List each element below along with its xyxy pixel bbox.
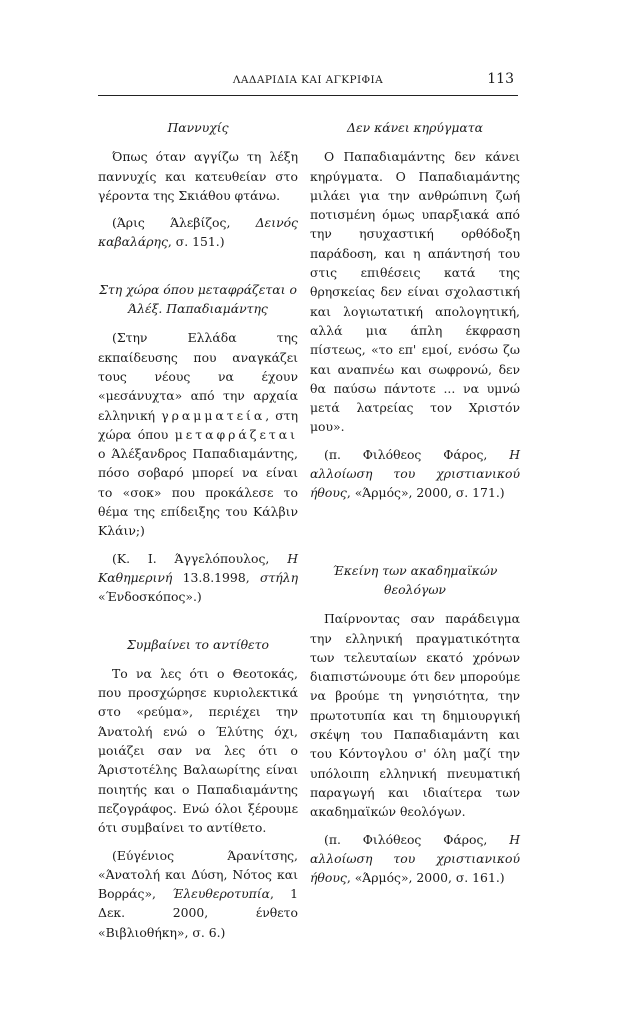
body-spaced-text: μεταφράζεται [174, 426, 298, 442]
source-text: 13.8.1998, [172, 569, 260, 585]
section-body: Ο Παπαδιαμάντης δεν κάνει κηρύγματα. Ο Παπαδιαμάντης μιλάει για την ανθρώπινη ζωή ποτισμένη όμως υπαρξιακά από την ησυχαστική ορθόδοξη παράδοση, και η απάντησή του στις επιθέσεις κατά της θρησκείας δεν είναι σχολαστική και λογιωτατική απολογητική, αλλά μια άπλη έκφραση πίστεως, «το επ' εμοί, ενόσω ζω και αναπνέω και σωφρονώ, δεν θα παύσω πάντοτε ... να υμνώ μετά λατρείας τον Χριστόν μου». [310, 149, 520, 435]
section-title: Συμβαίνει το αντίθετο [126, 636, 269, 652]
section-title: Παννυχίς [167, 120, 229, 135]
source-text: (π. Φιλόθεος Φάρος, [324, 446, 510, 462]
body-spaced-text: γραμματεία [161, 407, 266, 423]
section-body [98, 328, 298, 540]
section-source [98, 549, 298, 607]
section-body: Όπως όταν αγγίζω τη λέξη παννυχίς και κατευθείαν στο γέροντα της Σκιάθου φτάνω. [98, 149, 298, 203]
page-header [98, 70, 518, 92]
section-opposite [98, 635, 298, 942]
source-text: , «Άρμός», 2000, σ. 161.) [346, 870, 505, 886]
source-title: Η αλλοίωση του χριστιανικού ήθους [310, 831, 520, 886]
source-column: στήλη [259, 569, 298, 585]
source-title: Δεινός καβαλάρης [98, 215, 298, 250]
source-text: (Εύγένιος Άρανίτσης, «Άνατολή και Δύση, Νότος και Βορράς», [98, 847, 298, 902]
source-text: (π. Φιλόθεος Φάρος, [324, 831, 510, 847]
section-source [310, 445, 520, 503]
source-text: «Ένδοσκόπος».) [98, 589, 202, 605]
source-title: Έλευθεροτυπία [172, 886, 270, 902]
section-academic-theologians [310, 561, 520, 888]
source-text: , 1 Δεκ. 2000, ένθετο «Βιβλιοθήκη», σ. 6.) [98, 886, 298, 940]
source-text: , «Άρμός», 2000, σ. 171.) [346, 485, 505, 501]
source-text: , σ. 151.) [167, 234, 225, 250]
section-body: Το να λες ότι ο Θεοτοκάς, που προσχώρησε κυριολεκτικά στο «ρεύμα», περιέχει την Άνατολή ενώ ο Έλύτης όχι, μοιάζει σαν να λες ότι ο Άριστοτέλης Βαλαωρίτης είναι ποιητής και ο Παπαδιαμάντης πεζογράφος. Ενώ όλοι ξέρουμε ότι συμβαίνει το αντίθετο. [98, 665, 298, 836]
right-column [298, 118, 520, 887]
section-pannychis [98, 118, 298, 252]
source-title: Η αλλοίωση του χριστιανικού ήθους [310, 446, 520, 501]
section-title: Έκείνη των ακαδημαϊκών θεολόγων [332, 562, 498, 597]
section-translation [98, 280, 298, 607]
section-title: Στη χώρα όπου μεταφράζεται ο Άλέξ. Παπαδιαμάντης [99, 281, 297, 317]
source-text: (Κ. Ι. Άγγελόπουλος, [112, 550, 288, 566]
section-title: Δεν κάνει κηρύγματα [347, 120, 483, 135]
body-text: , στη χώρα όπου [98, 407, 298, 442]
source-title: Η Καθημερινή [98, 550, 298, 585]
left-column [98, 118, 298, 942]
source-text: (Άρις Άλεβίζος, [112, 215, 256, 231]
section-source [310, 830, 520, 888]
body-text: ο Άλέξανδρος Παπαδιαμάντης, πόσο σοβαρό μπορεί να είναι το «σοκ» που προκάλεσε το θέμα της επίδειξης του Κάλβιν Κλάιν;) [98, 446, 298, 539]
page-number: 113 [487, 71, 514, 87]
section-body: Παίρνοντας σαν παράδειγμα την ελληνική πραγματικότητα των τελευταίων εκατό χρόνων διαπιστώνουμε ότι δεν μπορούμε να βρούμε τη γνησιότητα, την πρωτοτυπία και τη δημιουργική σκέψη του Παπαδιαμάντη και του Κόντογλου σ' όλη μαζί την υπόλοιπη ελληνική πνευματική παραγωγή και ιδιαίτερα των ακαδημαϊκών θεολόγων. [310, 611, 520, 820]
running-title: ΛΑΔΑΡΙΔΙΑ ΚΑΙ ΑΓΚΡΙΦΙΑ [232, 74, 384, 86]
body-text: (Στην Ελλάδα της εκπαίδευσης που αναγκάζει τους νέους να έχουν «μεσάνυχτα» από την αρχαία ελληνική [98, 330, 298, 423]
section-no-sermons [310, 118, 520, 503]
section-source [98, 213, 298, 252]
header-rule [98, 95, 518, 96]
section-source [98, 846, 298, 942]
